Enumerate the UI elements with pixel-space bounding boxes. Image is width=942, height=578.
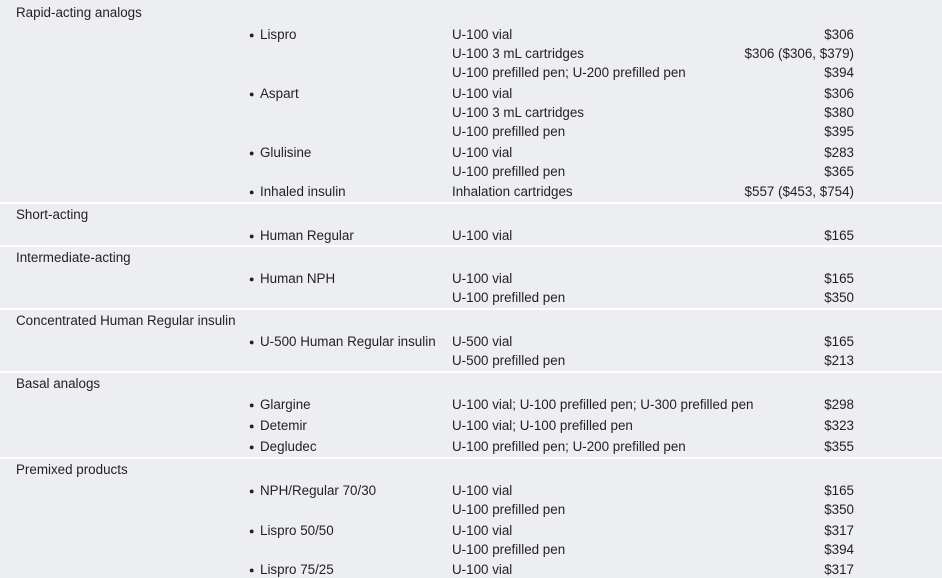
price-value: $323: [824, 418, 854, 433]
drug-name-text: NPH/Regular 70/30: [260, 483, 377, 498]
drug-name: [249, 228, 354, 244]
price-value: $306: [824, 27, 854, 42]
price-value: $165: [824, 334, 854, 349]
bullet-icon: ●: [249, 442, 255, 452]
bullet-icon: ●: [249, 30, 255, 40]
price-value: $395: [824, 124, 854, 140]
drug-name: [249, 439, 317, 455]
bullet-icon: ●: [249, 526, 255, 536]
price-value: $365: [824, 164, 854, 180]
bullet-icon: ●: [249, 148, 255, 158]
formulation: U-100 vial: [452, 562, 513, 577]
formulation: U-100 prefilled pen: [452, 541, 566, 557]
price-value: $165: [824, 228, 854, 243]
drug-name-text: Glargine: [260, 397, 311, 412]
price-value: $298: [824, 397, 854, 412]
formulation: U-100 prefilled pen: [452, 501, 566, 517]
formulation: U-100 vial: [452, 86, 513, 101]
drug-name-text: Lispro: [260, 27, 297, 42]
price-value: $350: [824, 501, 854, 517]
price-value: $317: [824, 562, 854, 577]
bullet-icon: ●: [249, 187, 255, 197]
price-value: $350: [824, 290, 854, 305]
formulation: U-100 prefilled pen: [452, 124, 566, 140]
formulation: U-100 vial: [452, 27, 513, 42]
price-value: $317: [824, 523, 854, 538]
row-separator: [0, 371, 942, 373]
formulation: U-500 vial: [452, 334, 513, 349]
bullet-icon: ●: [249, 486, 255, 496]
formulation: U-100 vial; U-100 prefilled pen: [452, 418, 633, 433]
bullet-icon: ●: [249, 231, 255, 241]
drug-name: [249, 334, 436, 350]
drug-name-text: Aspart: [260, 86, 299, 101]
price-value: $306 ($306, $379): [744, 46, 854, 62]
formulation: U-100 prefilled pen; U-200 prefilled pen: [452, 439, 686, 454]
bullet-icon: ●: [249, 89, 255, 99]
drug-name-text: Human Regular: [260, 228, 354, 243]
category-label: Rapid-acting analogs: [16, 5, 142, 20]
price-value: $394: [824, 541, 854, 557]
formulation: U-100 vial; U-100 prefilled pen; U-300 prefilled pen: [452, 397, 754, 412]
bullet-icon: ●: [249, 400, 255, 410]
bullet-icon: ●: [249, 565, 255, 575]
drug-name: [249, 271, 335, 287]
bullet-icon: ●: [249, 274, 255, 284]
formulation: U-500 prefilled pen: [452, 353, 566, 368]
category-label: Intermediate-acting: [16, 250, 131, 265]
price-value: $213: [824, 353, 854, 368]
price-value: $380: [824, 105, 854, 121]
category-label: Short-acting: [16, 207, 89, 222]
row-separator: [0, 245, 942, 247]
formulation: Inhalation cartridges: [452, 184, 573, 199]
formulation: U-100 prefilled pen: [452, 164, 566, 180]
drug-name-text: Glulisine: [260, 145, 312, 160]
row-separator: [0, 202, 942, 204]
drug-name: [249, 418, 307, 434]
category-label: Concentrated Human Regular insulin: [16, 313, 236, 328]
drug-name-text: Detemir: [260, 418, 307, 433]
drug-name: [249, 184, 346, 200]
price-value: $306: [824, 86, 854, 101]
bullet-icon: ●: [249, 337, 255, 347]
drug-name-text: Human NPH: [260, 271, 336, 286]
price-value: $355: [824, 439, 854, 454]
row-separator: [0, 308, 942, 310]
drug-name-text: Inhaled insulin: [260, 184, 346, 199]
drug-name-text: Degludec: [260, 439, 317, 454]
drug-name: [249, 483, 376, 499]
formulation: U-100 vial: [452, 228, 513, 243]
drug-name: [249, 397, 311, 413]
drug-name: [249, 86, 299, 102]
drug-name-text: Lispro 50/50: [260, 523, 334, 538]
formulation: U-100 vial: [452, 483, 513, 498]
price-value: $283: [824, 145, 854, 160]
drug-name: [249, 145, 311, 161]
category-label: Premixed products: [16, 462, 128, 477]
price-value: $557 ($453, $754): [744, 184, 854, 199]
formulation: U-100 prefilled pen; U-200 prefilled pen: [452, 65, 686, 81]
formulation: U-100 vial: [452, 271, 513, 286]
bullet-icon: ●: [249, 421, 255, 431]
category-label: Basal analogs: [16, 376, 101, 391]
drug-name-text: U-500 Human Regular insulin: [260, 334, 436, 349]
formulation: U-100 vial: [452, 523, 513, 538]
price-value: $165: [824, 483, 854, 498]
row-separator: [0, 457, 942, 459]
formulation: U-100 prefilled pen: [452, 290, 566, 305]
formulation: U-100 vial: [452, 145, 513, 160]
drug-name-text: Lispro 75/25: [260, 562, 334, 577]
formulation: U-100 3 mL cartridges: [452, 46, 584, 62]
formulation: U-100 3 mL cartridges: [452, 105, 584, 121]
drug-name: [249, 523, 334, 539]
drug-name: [249, 27, 296, 43]
price-value: $165: [824, 271, 854, 286]
price-value: $394: [824, 65, 854, 81]
